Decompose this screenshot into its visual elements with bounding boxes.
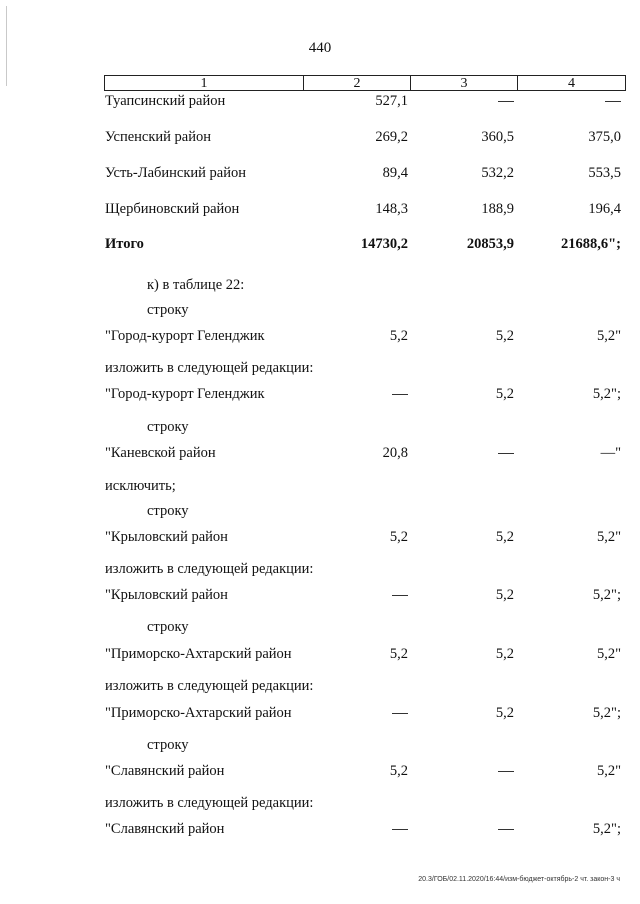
header-col-4: 4 [517,76,625,90]
cell-c2: 5,2 [389,328,408,344]
row-label: к) в таблице 22: [147,277,245,293]
table-row [0,763,640,783]
table-row [0,529,640,549]
row-label: "Крыловский район [105,529,228,545]
row-label: "Крыловский район [105,587,228,603]
cell-c4: 21688,6"; [560,236,621,252]
cell-c3: 5,2 [495,529,514,545]
cell-c4: 5,2" [596,646,621,662]
cell-c4: 196,4 [588,201,621,217]
cell-c2 [392,386,408,403]
cell-c3: 5,2 [495,386,514,402]
row-label: "Каневской район [105,445,216,461]
row-label: изложить в следующей редакции: [105,561,314,577]
row-label: "Славянский район [105,821,225,837]
table-row [0,277,640,297]
dash-mark [392,713,408,714]
dash-mark [498,453,514,454]
table-row [0,587,640,607]
row-label: "Город-курорт Геленджик [105,386,265,402]
cell-c3 [498,445,514,462]
cell-c3: 5,2 [495,646,514,662]
row-label: исключить; [105,478,176,494]
cell-c2: 20,8 [382,445,408,461]
row-label: изложить в следующей редакции: [105,678,314,694]
table-row [0,236,640,256]
cell-c3 [498,821,514,838]
cell-c3 [498,93,514,110]
cell-c4: 375,0 [588,129,621,145]
cell-c4 [605,93,621,110]
row-label: Итого [105,236,144,252]
cell-c4: 5,2"; [592,587,621,603]
page-number: 440 [308,40,332,56]
cell-c2: 269,2 [375,129,408,145]
row-label: изложить в следующей редакции: [105,360,314,376]
dash-mark [392,394,408,395]
table-row [0,328,640,348]
cell-c3: 188,9 [481,201,514,217]
cell-c2: 5,2 [389,646,408,662]
row-label: строку [147,302,189,318]
table-row [0,646,640,666]
cell-c4: 5,2"; [592,386,621,402]
row-label: Щербиновский район [105,201,240,217]
cell-c4: 5,2" [596,763,621,779]
cell-c2: 527,1 [375,93,408,109]
dash-mark [392,829,408,830]
table-row [0,445,640,465]
dash-mark [498,771,514,772]
cell-c2: 5,2 [389,763,408,779]
row-label: Усть-Лабинский район [105,165,246,181]
table-row [0,419,640,439]
table-row [0,503,640,523]
row-label: "Город-курорт Геленджик [105,328,265,344]
row-label: строку [147,503,189,519]
cell-c2: 5,2 [389,529,408,545]
header-col-2: 2 [303,76,410,90]
table-row [0,795,640,815]
cell-c2: 148,3 [375,201,408,217]
cell-c3: 20853,9 [466,236,514,252]
header-col-3: 3 [410,76,517,90]
row-label: изложить в следующей редакции: [105,795,314,811]
cell-c4: —" [600,445,621,461]
table-row [0,619,640,639]
table-row [0,165,640,185]
table-header [104,75,626,91]
cell-c3: 5,2 [495,328,514,344]
table-row [0,737,640,757]
row-label: строку [147,619,189,635]
cell-c3 [498,763,514,780]
header-col-1: 1 [200,76,208,91]
table-row [0,821,640,841]
cell-c3: 5,2 [495,587,514,603]
row-label: Успенский район [105,129,211,145]
cell-c3: 5,2 [495,705,514,721]
dash-mark [498,829,514,830]
table-row [0,705,640,725]
cell-c4: 5,2"; [592,705,621,721]
row-label: "Славянский район [105,763,225,779]
table-row [0,678,640,698]
dash-mark [392,595,408,596]
row-label: "Приморско-Ахтарский район [105,646,292,662]
row-label: "Приморско-Ахтарский район [105,705,292,721]
table-row [0,561,640,581]
cell-c2: 89,4 [382,165,408,181]
table-row [0,93,640,113]
cell-c3: 360,5 [481,129,514,145]
cell-c3: 532,2 [481,165,514,181]
cell-c2 [392,587,408,604]
table-row [0,129,640,149]
table-row [0,201,640,221]
dash-mark [498,101,514,102]
cell-c4: 5,2" [596,328,621,344]
cell-c4: 5,2"; [592,821,621,837]
table-row [0,302,640,322]
cell-c2: 14730,2 [360,236,408,252]
cell-c2 [392,821,408,838]
row-label: строку [147,737,189,753]
table-row [0,360,640,380]
row-label: Туапсинский район [105,93,226,109]
cell-c4: 553,5 [588,165,621,181]
row-label: строку [147,419,189,435]
table-row [0,478,640,498]
footer-file-stamp: 20.3/ГОБ/02.11.2020/16:44/изм-бюджет-октябрь-2 чт. закон-3 ч [418,876,620,883]
dash-mark [605,101,621,102]
table-row [0,386,640,406]
cell-c2 [392,705,408,722]
cell-c4: 5,2" [596,529,621,545]
